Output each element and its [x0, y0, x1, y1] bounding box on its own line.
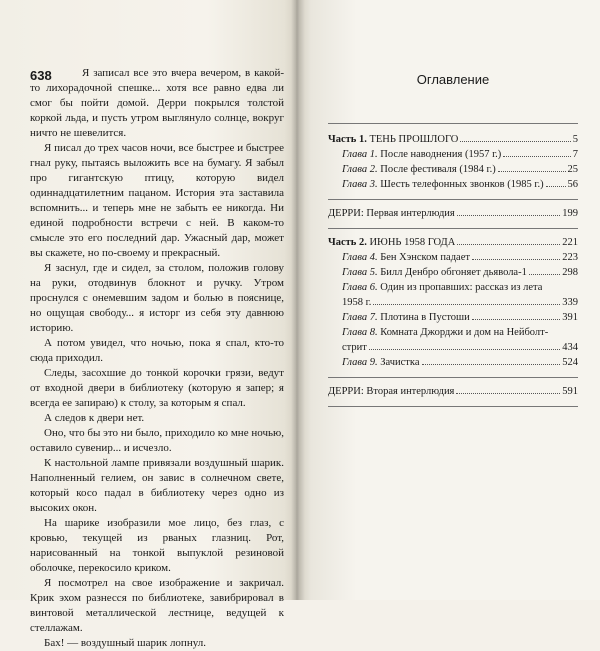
page-ref: 524: [562, 357, 578, 368]
paragraph-italic-start: Бах! — воздушный шарик лопнул.: [44, 637, 206, 649]
toc-divider: [328, 406, 578, 407]
leader-dots: [472, 310, 560, 320]
part-title: ТЕНЬ ПРОШЛОГО: [369, 134, 459, 145]
toc-part-2[interactable]: [328, 235, 578, 250]
paragraph: Оно, что бы это ни было, приходило ко мне ночью, оставило сувенир... и исчезло.: [30, 427, 284, 454]
chapter-title: После фестиваля (1984 г.): [380, 164, 496, 175]
paragraph: К настольной лампе привязали воздушный шарик. Наполненный гелием, он завис в солнечном свете, который косо падал в библиотеку через одно из высоких окон.: [30, 457, 284, 514]
toc-interlude-1[interactable]: [328, 206, 578, 221]
part-number: Часть 1.: [328, 134, 367, 145]
paragraph: Я посмотрел на свое изображение и закричал. Крик эхом разнесся по библиотеке, завибрировал в винтовой металлической лестнице, ведущей к стеллажам.: [30, 577, 284, 634]
page-number: 638: [30, 68, 52, 83]
page-ref: 25: [567, 164, 578, 175]
leader-dots: [457, 235, 560, 245]
chapter-number: Глава 2.: [342, 164, 378, 175]
leader-dots: [503, 147, 570, 157]
toc-chapter-3[interactable]: [328, 177, 578, 192]
toc-chapter-6[interactable]: [328, 280, 578, 295]
chapter-title: Плотина в Пустоши: [380, 312, 470, 323]
leader-dots: [456, 384, 560, 394]
page-ref: 298: [562, 267, 578, 278]
leader-dots: [422, 355, 561, 365]
leader-dots: [498, 162, 566, 172]
leader-dots: [373, 295, 560, 305]
page-ref: 223: [562, 252, 578, 263]
chapter-title-continued: 1958 г.: [342, 297, 372, 308]
table-of-contents: [328, 123, 578, 407]
page-ref: 7: [572, 149, 578, 160]
story-text: [30, 66, 284, 651]
page-ref: 339: [562, 297, 578, 308]
leader-dots: [472, 250, 560, 260]
interlude-title: ДЕРРИ: Вторая интерлюдия: [328, 386, 455, 397]
paragraph: Я заснул, где и сидел, за столом, положив голову на руки, отодвинув блокнот и ручку. Утром проснулся с онемевшим задом и болью в пояснице, но ощущая свободу... я исторг из себя эту давнюю историю.: [30, 262, 284, 334]
toc-divider: [328, 377, 578, 378]
chapter-title: Шесть телефонных звонков (1985 г.): [380, 179, 544, 190]
chapter-title: Билл Денбро обгоняет дьявола-1: [380, 267, 527, 278]
interlude-title: ДЕРРИ: Первая интерлюдия: [328, 208, 455, 219]
chapter-number: Глава 7.: [342, 312, 378, 323]
paragraph: Я писал до трех часов ночи, все быстрее и быстрее гнал руку, пытаясь выложить все на бумагу. Я забыл про гигантскую птицу, которую видел одиннадцатилетним пацаном. История эта заставила вспомнить... и теперь мне не забыть ее никогда. Ни единой подробности встречи с ней. В каком-то смысле это его последний дар. Ужасный дар, может вы скажете, но по-своему и прекрасный.: [30, 142, 284, 259]
toc-chapter-4[interactable]: [328, 250, 578, 265]
chapter-number: Глава 3.: [342, 179, 378, 190]
toc-chapter-7[interactable]: [328, 310, 578, 325]
right-page: [296, 0, 600, 600]
leader-dots: [546, 177, 566, 187]
chapter-number: Глава 4.: [342, 252, 378, 263]
chapter-number: Глава 6.: [342, 282, 378, 293]
toc-divider: [328, 228, 578, 229]
toc-chapter-5[interactable]: [328, 265, 578, 280]
chapter-number: Глава 9.: [342, 357, 378, 368]
paragraph: А потом увидел, что ночью, пока я спал, кто-то сюда приходил.: [30, 337, 284, 364]
paragraph: На шарике изобразили мое лицо, без глаз, с кровью, текущей из рваных глазниц. Рот, нарисованный на тонкой выпуклой резиновой оболочке, перекосило криком.: [30, 517, 284, 574]
toc-chapter-8[interactable]: [328, 325, 578, 340]
page-ref: 221: [562, 237, 578, 248]
toc-chapter-9[interactable]: [328, 355, 578, 370]
toc-chapter-6-cont[interactable]: [328, 295, 578, 310]
paragraph: А следов к двери нет.: [44, 412, 145, 424]
chapter-title: Зачистка: [380, 357, 420, 368]
chapter-title: Комната Джорджи и дом на Нейболт-: [380, 327, 549, 338]
toc-divider: [328, 199, 578, 200]
toc-chapter-1[interactable]: [328, 147, 578, 162]
toc-chapter-8-cont[interactable]: [328, 340, 578, 355]
chapter-title: Бен Хэнском падает: [380, 252, 470, 263]
chapter-title-continued: стрит: [342, 342, 367, 353]
toc-divider: [328, 123, 578, 124]
page-ref: 434: [562, 342, 578, 353]
chapter-number: Глава 5.: [342, 267, 378, 278]
leader-dots: [369, 340, 560, 350]
leader-dots: [529, 265, 560, 275]
chapter-number: Глава 8.: [342, 327, 378, 338]
part-number: Часть 2.: [328, 237, 367, 248]
page-ref: 391: [562, 312, 578, 323]
page-ref: 56: [567, 179, 578, 190]
page-ref: 199: [562, 208, 578, 219]
toc-chapter-2[interactable]: [328, 162, 578, 177]
toc-title: Оглавление: [416, 72, 490, 87]
leader-dots: [460, 132, 570, 142]
chapter-number: Глава 1.: [342, 149, 378, 160]
toc-interlude-2[interactable]: [328, 384, 578, 399]
page-ref: 5: [572, 134, 578, 145]
leader-dots: [457, 206, 561, 216]
part-title: ИЮНЬ 1958 ГОДА: [369, 237, 456, 248]
paragraph: Я записал все это вчера вечером, в какой-то лихорадочной спешке... хотя все равно едва ли смог бы пойти домой. Дерри покрылся толстой коркой льда, и пусть утром выглянуло солнце, вокруг ничто не шевелится.: [30, 67, 284, 139]
page-ref: 591: [562, 386, 578, 397]
toc-part-1[interactable]: [328, 132, 578, 147]
left-page: [0, 0, 296, 649]
chapter-title: После наводнения (1957 г.): [380, 149, 502, 160]
paragraph: Следы, засохшие до тонкой корочки грязи, ведут от входной двери в библиотеку (которую я запер; я всегда ее запираю) к столу, за которым я спал.: [30, 367, 284, 409]
chapter-title: Один из пропавших: рассказ из лета: [380, 282, 543, 293]
